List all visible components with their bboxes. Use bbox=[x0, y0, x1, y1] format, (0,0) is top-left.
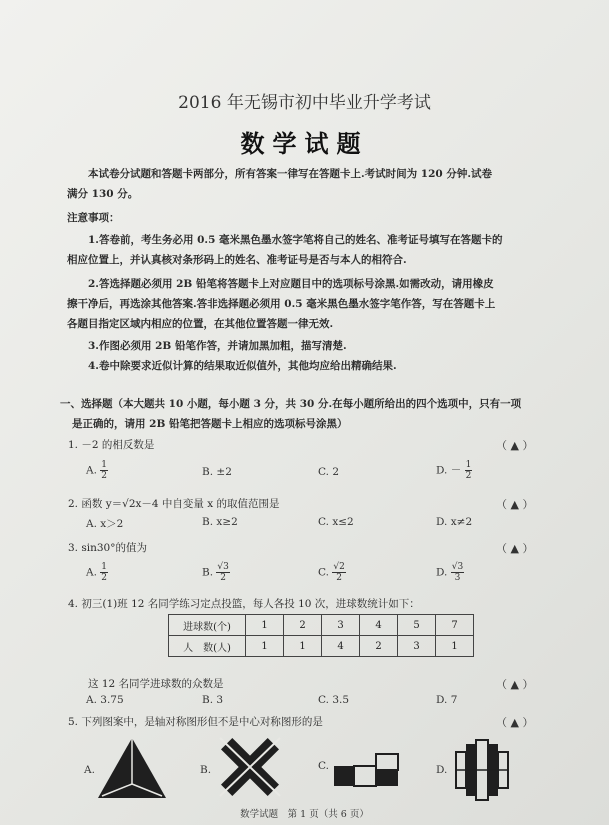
bars-figure bbox=[452, 738, 514, 802]
note-2-line-3: 各题目指定区域内相应的位置，在其他位置答题一律无效. bbox=[67, 318, 334, 330]
table-cell: 4 bbox=[360, 615, 398, 636]
q1-answer-mark: （ ▲ ） bbox=[496, 439, 534, 452]
q5-option-b-label: B. bbox=[200, 764, 212, 776]
fraction: $\frac{√3}{2}$ bbox=[217, 562, 229, 583]
q5-stem: 5. 下列图案中，是轴对称图形但不是中心对称图形的是 bbox=[68, 716, 323, 728]
exam-subtitle: 2016 年无锡市初中毕业升学考试 bbox=[178, 93, 431, 113]
q1-option-d: D. － $\frac{1}{2}$ bbox=[436, 460, 472, 481]
section1-line-2: 是正确的，请用 2B 铅笔把答题卡上相应的选项标号涂黑） bbox=[72, 418, 348, 430]
q5-answer-mark: （ ▲ ） bbox=[496, 716, 534, 729]
q4-stem: 4. 初三(1)班 12 名同学练习定点投篮，每人各投 10 次，进球数统计如下： bbox=[68, 598, 420, 610]
table-cell: 7 bbox=[436, 615, 474, 636]
q2-option-b: B. x≥2 bbox=[202, 516, 238, 528]
fraction: $\frac{1}{2}$ bbox=[465, 460, 472, 481]
fraction: $\frac{√2}{2}$ bbox=[333, 562, 345, 583]
q3-option-c: C. $\frac{√2}{2}$ bbox=[318, 562, 345, 583]
cross-figure bbox=[214, 732, 286, 802]
q1-option-b: B. ±2 bbox=[202, 466, 232, 478]
q4-option-a: A. 3.75 bbox=[86, 694, 124, 706]
page-footer: 数学试题 第 1 页（共 6 页） bbox=[240, 809, 369, 820]
section1-line-1: 一、选择题（本大题共 10 小题，每小题 3 分，共 30 分.在每小题所给出的四个选项中，只有一项 bbox=[60, 398, 522, 410]
q5-option-c-label: C. bbox=[318, 760, 329, 772]
fraction: $\frac{1}{2}$ bbox=[101, 562, 107, 583]
notes-heading: 注意事项： bbox=[67, 212, 120, 224]
q2-option-d: D. x≠2 bbox=[436, 516, 473, 528]
table-header-cell: 人 数(人) bbox=[169, 636, 246, 657]
q2-stem: 2. 函数 y＝√2x－4 中自变量 x 的取值范围是 bbox=[68, 498, 280, 510]
shots-table bbox=[168, 614, 474, 657]
table-cell: 3 bbox=[398, 636, 436, 657]
q1-option-a: A. $\frac{1}{2}$ bbox=[86, 460, 107, 481]
table-row bbox=[169, 636, 474, 657]
q2-option-c: C. x≤2 bbox=[318, 516, 354, 528]
q3-option-d: D. $\frac{√3}{3}$ bbox=[436, 562, 464, 583]
q1-stem: 1. －2 的相反数是 bbox=[68, 439, 155, 451]
note-1-line-2: 相应位置上，并认真核对条形码上的姓名、准考证号是否与本人的相符合. bbox=[67, 254, 407, 266]
q5-option-d-label: D. bbox=[436, 764, 448, 776]
note-2-line-1: 2.答选择题必须用 2B 铅笔将答题卡上对应题目中的选项标号涂黑.如需改动，请用橡皮 bbox=[88, 278, 494, 290]
q3-option-b: B. $\frac{√3}{2}$ bbox=[202, 562, 229, 583]
table-cell: 5 bbox=[398, 615, 436, 636]
q5-option-a-label: A. bbox=[84, 764, 95, 776]
q3-answer-mark: （ ▲ ） bbox=[496, 542, 534, 555]
fraction: $\frac{1}{2}$ bbox=[101, 460, 107, 481]
blocks-figure bbox=[332, 752, 400, 790]
note-4: 4.卷中除要求近似计算的结果取近似值外，其他均应给出精确结果. bbox=[88, 360, 397, 372]
table-row bbox=[169, 615, 474, 636]
table-cell: 1 bbox=[246, 615, 284, 636]
note-3: 3.作图必须用 2B 铅笔作答，并请加黑加粗，描写清楚. bbox=[88, 340, 347, 352]
q4-tail: 这 12 名同学进球数的众数是 bbox=[88, 678, 224, 690]
table-cell: 4 bbox=[322, 636, 360, 657]
fraction: $\frac{√3}{3}$ bbox=[451, 562, 464, 583]
table-cell: 3 bbox=[322, 615, 360, 636]
q4-option-c: C. 3.5 bbox=[318, 694, 350, 706]
note-2-line-2: 擦干净后，再选涂其他答案.答非选择题必须用 0.5 毫米黑色墨水签字笔作答，写在答题卡上 bbox=[67, 298, 496, 310]
table-header-cell: 进球数(个) bbox=[169, 615, 246, 636]
q4-option-b: B. 3 bbox=[202, 694, 224, 706]
q2-option-a: A. x＞2 bbox=[86, 518, 124, 530]
table-cell: 1 bbox=[246, 636, 284, 657]
q3-stem: 3. sin30°的值为 bbox=[68, 542, 147, 554]
q1-option-c: C. 2 bbox=[318, 466, 340, 478]
table-cell: 1 bbox=[284, 636, 322, 657]
q3-option-a: A. $\frac{1}{2}$ bbox=[86, 562, 107, 583]
q4-option-d: D. 7 bbox=[436, 694, 458, 706]
intro-line-1: 本试卷分试题和答题卡两部分，所有答案一律写在答题卡上.考试时间为 120 分钟.试卷 bbox=[88, 168, 493, 180]
intro-line-2: 满分 130 分。 bbox=[67, 188, 139, 200]
triangle-figure bbox=[96, 736, 168, 802]
table-cell: 2 bbox=[360, 636, 398, 657]
table-cell: 1 bbox=[436, 636, 474, 657]
table-cell: 2 bbox=[284, 615, 322, 636]
q2-answer-mark: （ ▲ ） bbox=[496, 498, 534, 511]
q4-answer-mark: （ ▲ ） bbox=[496, 678, 534, 691]
note-1-line-1: 1.答卷前，考生务必用 0.5 毫米黑色墨水签字笔将自己的姓名、准考证号填写在答题卡的 bbox=[88, 234, 503, 246]
exam-title: 数学试题 bbox=[240, 129, 369, 158]
